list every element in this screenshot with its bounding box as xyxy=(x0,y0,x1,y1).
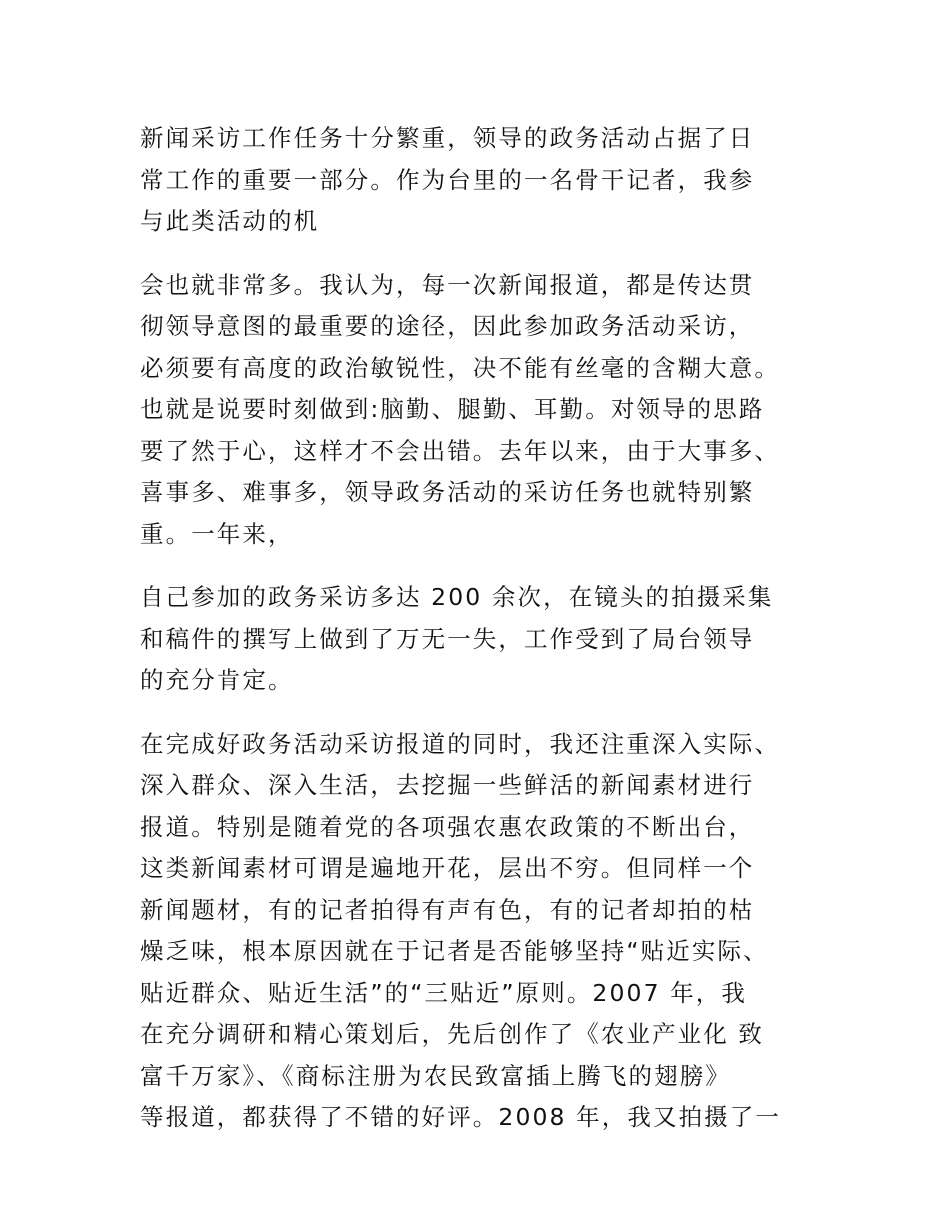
text-line: 也就是说要时刻做到:脑勤、腿勤、耳勤。对领导的思路 xyxy=(140,395,765,423)
text-line: 在完成好政务活动采访报道的同时，我还注重深入实际、 xyxy=(140,729,780,758)
text-line: 常工作的重要一部分。作为台里的一名骨干记者，我参 xyxy=(140,165,755,194)
text-line: 的充分肯定。 xyxy=(140,666,294,694)
text-line: 必须要有高度的政治敏锐性，决不能有丝毫的含糊大意。 xyxy=(140,353,780,382)
document-body xyxy=(140,118,820,1161)
text-line: 富千万家》、《商标注册为农民致富插上腾飞的翅膀》 xyxy=(140,1061,731,1090)
text-line: 重。一年来， xyxy=(140,519,294,548)
text-line: 彻领导意图的最重要的途径，因此参加政务活动采访， xyxy=(140,312,755,340)
text-line: 要了然于心，这样才不会出错。去年以来，由于大事多、 xyxy=(140,436,780,465)
paragraph-2 xyxy=(140,265,820,556)
text-line: 贴近群众、贴近生活”的“三贴近”原则。2007 年，我 xyxy=(140,978,747,1007)
paragraph-3 xyxy=(140,577,820,702)
text-line: 与此类活动的机 xyxy=(140,207,320,235)
text-line: 等报道，都获得了不错的好评。2008 年，我又拍摄了一 xyxy=(140,1103,781,1131)
paragraph-4 xyxy=(140,724,820,1139)
text-line: 深入群众、深入生活，去挖掘一些鲜活的新闻素材进行 xyxy=(140,771,755,799)
text-line: 自己参加的政务采访多达 200 余次，在镜头的拍摄采集 xyxy=(140,583,774,611)
text-line: 新闻采访工作任务十分繁重，领导的政务活动占据了日 xyxy=(140,124,755,152)
text-line: 会也就非常多。我认为，每一次新闻报道，都是传达贯 xyxy=(140,270,755,299)
paragraph-1 xyxy=(140,118,820,243)
text-line: 燥乏味，根本原因就在于记者是否能够坚持“贴近实际、 xyxy=(140,937,769,965)
text-line: 这类新闻素材可谓是遍地开花，层出不穷。但同样一个 xyxy=(140,854,755,882)
text-line: 报道。特别是随着党的各项强农惠农政策的不断出台， xyxy=(140,812,755,841)
text-line: 新闻题材，有的记者拍得有声有色，有的记者却拍的枯 xyxy=(140,895,755,924)
text-line: 在充分调研和精心策划后，先后创作了《农业产业化 致 xyxy=(140,1020,764,1048)
text-line: 和稿件的撰写上做到了万无一失，工作受到了局台领导 xyxy=(140,624,755,653)
text-line: 喜事多、难事多，领导政务活动的采访任务也就特别繁 xyxy=(140,478,755,506)
